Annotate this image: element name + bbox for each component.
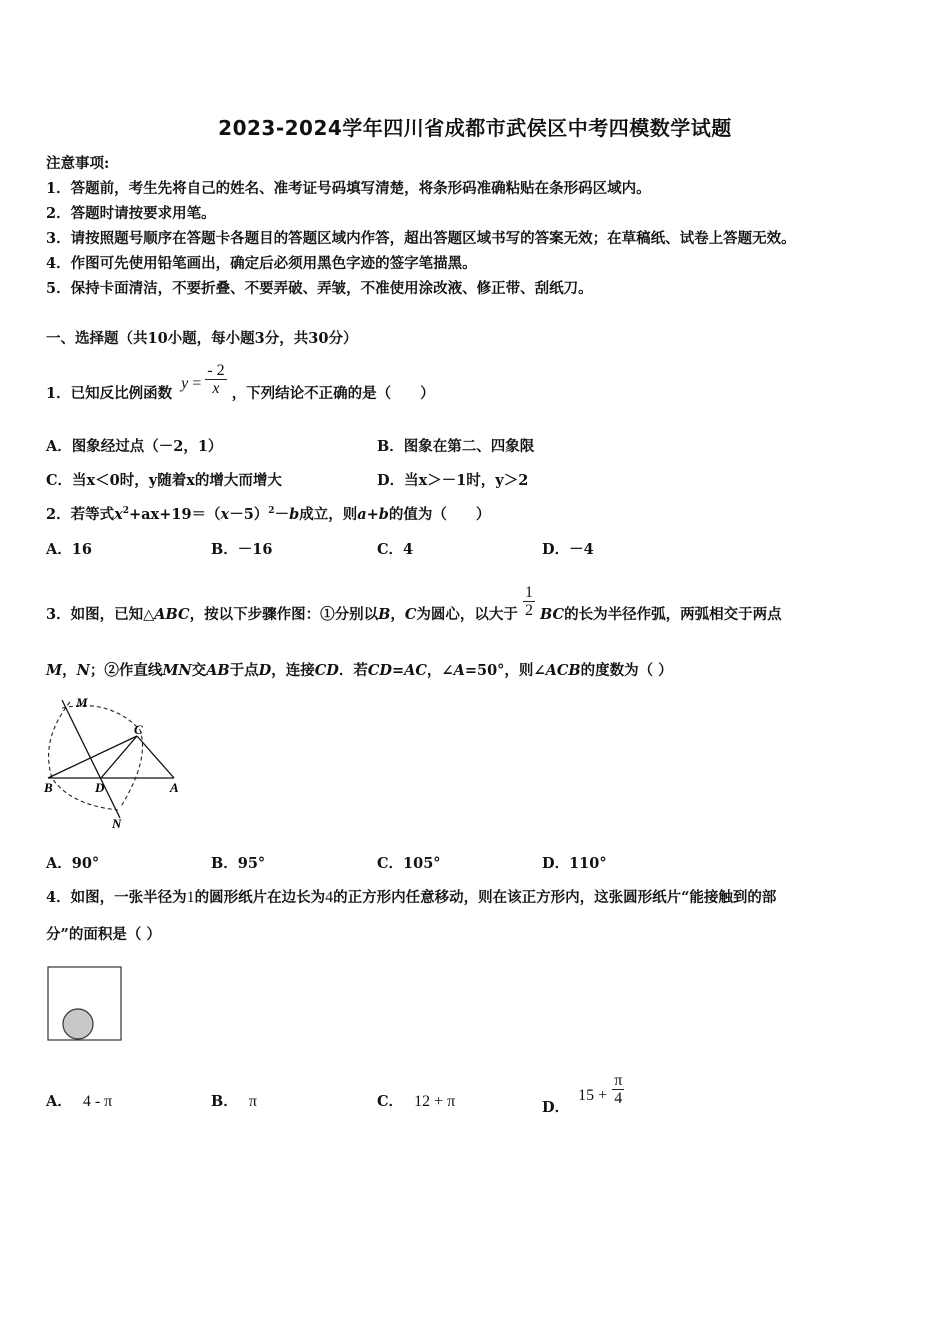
q1-numerator: - 2 xyxy=(207,362,225,379)
question-3-line-2: M，N；②作直线MN交AB于点D，连接CD．若CD=AC，∠A=50°，则∠ACB的度数为（ ） xyxy=(46,662,673,679)
segment-cd xyxy=(101,736,137,778)
q1-option-a[interactable]: A．图象经过点（－2，1） xyxy=(46,438,223,455)
q4-option-d[interactable]: D． 15 + $\frac{\pi}{4}$ xyxy=(542,1072,623,1116)
q3-half-fraction: $\frac{1}{2}$ xyxy=(524,584,533,619)
q1-eq: = xyxy=(192,374,202,392)
q2-option-c[interactable]: C．4 xyxy=(377,541,414,558)
paper-circle xyxy=(63,1009,93,1039)
notice-item-4: 4．作图可先使用铅笔画出，确定后必须用黑色字迹的签字笔描黑。 xyxy=(46,255,477,272)
question-4-line-2: 分”的面积是（ ） xyxy=(46,926,161,943)
q4-square-figure xyxy=(44,964,134,1046)
q2-option-b[interactable]: B．－16 xyxy=(211,541,273,558)
question-3-line-1: 3．如图，已知△ABC，按以下步骤作图：①分别以B，C为圆心，以大于 $\frac{1}{2}$ BC的长为半径作弧，两弧相交于两点 xyxy=(46,584,782,623)
q2-option-d[interactable]: D．－4 xyxy=(542,541,594,558)
label-a: A xyxy=(170,780,179,795)
label-c: C xyxy=(134,722,143,737)
q4-option-b[interactable]: B． π xyxy=(211,1093,257,1110)
q4-option-a[interactable]: A． 4 - π xyxy=(46,1093,113,1110)
notice-item-5: 5．保持卡面清洁，不要折叠、不要弄破、弄皱，不准使用涂改液、修正带、刮纸刀。 xyxy=(46,280,593,297)
section-heading: 一、选择题（共10小题，每小题3分，共30分） xyxy=(46,330,358,347)
q3-option-d[interactable]: D．110° xyxy=(542,855,607,872)
q4-option-c[interactable]: C． 12 + π xyxy=(377,1093,456,1110)
q4-option-c-value: 12 + π xyxy=(414,1093,456,1110)
q1-option-d[interactable]: D．当x＞－1时，y＞2 xyxy=(377,472,529,489)
q1-prefix: 1．已知反比例函数 xyxy=(46,384,173,402)
q1-suffix: ，下列结论不正确的是（ ） xyxy=(231,384,435,402)
question-4-line-1: 4．如图，一张半径为1的圆形纸片在边长为4的正方形内任意移动，则在该正方形内，这张圆形纸片“能接触到的部 xyxy=(46,889,777,906)
notice-item-3: 3．请按照题号顺序在答题卡各题目的答题区域内作答，超出答题区域书写的答案无效；在草稿纸、试卷上答题无效。 xyxy=(46,230,796,247)
q4-option-b-value: π xyxy=(248,1093,257,1110)
q1-option-b[interactable]: B．图象在第二、四象限 xyxy=(377,438,535,455)
notice-item-2: 2．答题时请按要求用笔。 xyxy=(46,205,216,222)
page-title: 2023-2024学年四川省成都市武侯区中考四模数学试题 xyxy=(218,116,732,140)
q1-option-c[interactable]: C．当x＜0时，y随着x的增大而增大 xyxy=(46,472,282,489)
notice-item-1: 1．答题前，考生先将自己的姓名、准考证号码填写清楚，将条形码准确粘贴在条形码区域内。 xyxy=(46,180,651,197)
question-2: 2．若等式$x^2+ax+19=(x-5)^2-b$成立，则a+b的值为（ ） xyxy=(46,506,491,523)
q2-option-a[interactable]: A．16 xyxy=(46,541,92,558)
q3-option-c[interactable]: C．105° xyxy=(377,855,441,872)
notice-heading: 注意事项: xyxy=(46,155,110,172)
segment-bc xyxy=(48,736,137,778)
q1-y: y xyxy=(181,374,189,392)
q1-denominator: x xyxy=(212,380,220,397)
q4-option-a-value: 4 - π xyxy=(82,1093,113,1110)
label-n: N xyxy=(112,816,122,831)
label-b: B xyxy=(44,780,53,795)
q3-option-a[interactable]: A．90° xyxy=(46,855,100,872)
label-d: D xyxy=(95,780,105,795)
q1-fraction xyxy=(205,362,226,397)
question-1 xyxy=(46,352,435,402)
label-m: M xyxy=(76,695,88,710)
line-mn xyxy=(62,700,120,818)
q4-option-d-whole: 15 + xyxy=(578,1086,608,1104)
q3-triangle-figure xyxy=(40,690,190,835)
q3-option-b[interactable]: B．95° xyxy=(211,855,266,872)
q4-option-d-fraction: $\frac{\pi}{4}$ xyxy=(614,1072,623,1107)
segment-ca xyxy=(137,736,174,778)
